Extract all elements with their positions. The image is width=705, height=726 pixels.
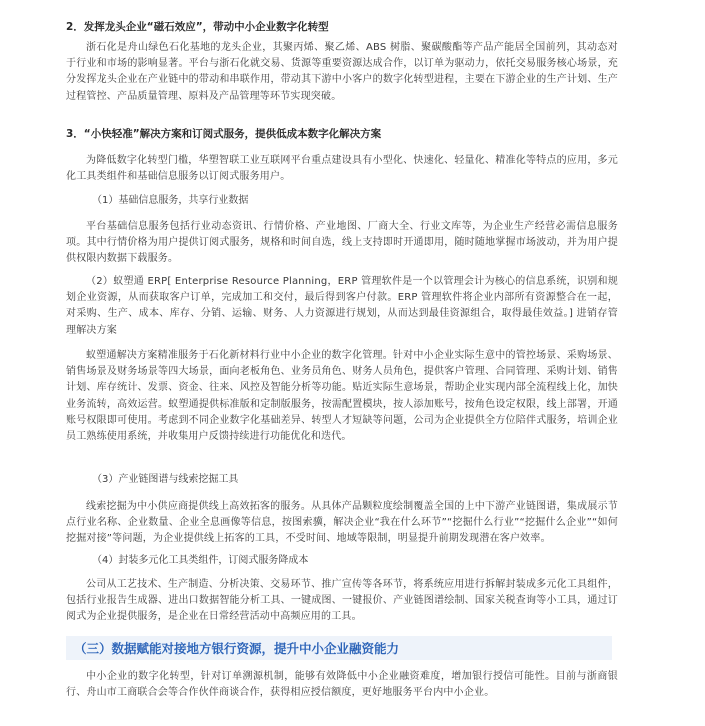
heading-2: 2．发挥龙头企业“磁石效应”，带动中小企业数字化转型 [66, 21, 329, 33]
paragraph-low-cost-solutions: 为降低数字化转型门槛，华塑智联工业互联网平台重点建设具有小型化、快速化、轻量化、精准化等特点的应用，多元化工具类组件和基础信息服务以订阅式服务用户。 [66, 155, 618, 183]
paragraph-erp-solution: （2）蚁塑通 ERP[ Enterprise Resource Planning，ERP 管理软件是一个以管理会计为核心的信息系统，识别和规划企业资源，从而获取客户订单，完成加工和交付，最后得到客户付款。ERP 管理软件将企业内部所有资源整合在一起，对采购、生产、成本、库存、分销、运输、财务、人力资源进行规划，从而达到最佳资源组合，取得最佳效益。] 进销存管理解决方案 [66, 276, 618, 336]
paragraph-basic-info-service: 平台基础信息服务包括行业动态资讯、行情价格、产业地图、厂商大全、行业文库等，为企业生产经营必需信息服务项。其中行情价格为用户提供订阅式服务，规格和时间自选，线上支持即时开通即用，随时随地掌握市场波动，并为用户提供权限内数据下载服务。 [66, 221, 618, 265]
section-title: （三）数据赋能对接地方银行资源，提升中小企业融资能力 [74, 641, 400, 656]
paragraph-industry-chain-tool: 线索挖掘为中小供应商提供线上高效拓客的服务。从具体产品颗粒度绘制覆盖全国的上中下游产业链图谱，集成展示节点行业名称、企业数量、企业全息画像等信息，按图索骥，解决企业“我在什么环节”“挖掘什么行业”“挖掘什么企业”“如何挖掘对接”等问题，为企业提供线上拓客的工具，不受时间、地域等限制，明显提升前期发现潜在客户效率。 [66, 501, 618, 545]
paragraph-bank-financing: 中小企业的数字化转型，针对订单溯源机制，能够有效降低中小企业融资难度，增加银行授信可能性。目前与浙商银行、舟山市工商联合会等合作伙伴商谈合作，获得相应授信额度，更好地服务平台内中小企业。 [66, 671, 618, 699]
subheading-industry-chain-tool: （3）产业链图谱与线索挖掘工具 [92, 474, 239, 485]
subheading-basic-info-service: （1）基础信息服务，共享行业数据 [92, 195, 249, 206]
paragraph-tool-components: 公司从工艺技术、生产制造、分析决策、交易环节、推广宣传等各环节，将系统应用进行拆解封装成多元化工具组件，包括行业报告生成器、进出口数据智能分析工具、一键成图、一键报价、产业链图谱绘制、国家关税查询等小工具，通过订阅式为企业提供服务，是企业在日常经营活动中高频应用的工具。 [66, 579, 618, 623]
subheading-tool-components: （4）封装多元化工具类组件，订阅式服务降成本 [92, 555, 309, 566]
paragraph-leading-enterprise: 浙石化是舟山绿色石化基地的龙头企业，其聚丙烯、聚乙烯、ABS 树脂、聚碳酸酯等产品产能居全国前列，其动态对于行业和市场的影响显著。平台与浙石化就交易、货源等重要资源达成合作，以订单为驱动力，依托交易服务核心场景，充分发挥龙头企业在产业链中的带动和串联作用，带动其下游中小客户的数字化转型进程，主要在下游企业的生产计划、生产过程管控、产品质量管理、原料及产品管理等环节实现突破。 [66, 42, 618, 102]
heading-3: 3．“小快轻准”解决方案和订阅式服务，提供低成本数字化解决方案 [66, 128, 382, 140]
paragraph-erp-details: 蚁塑通解决方案精准服务于石化新材料行业中小企业的数字化管理。针对中小企业实际生意中的管控场景、采购场景、销售场景及财务场景等四大场景，面向老板角色、业务员角色、财务人员角色，提供客户管理、合同管理、采购计划、销售计划、库存统计、发票、资金、往来、风控及智能分析等功能。贴近实际生意场景，帮助企业实现内部全流程线上化，加快业务流转，高效运营。蚁塑通提供标准版和定制版服务，按需配置模块，按人添加账号，按角色设定权限，线上部署，开通账号权限即可使用。考虑到不同企业数字化基础差异、转型人才短缺等问题，公司为企业提供全方位陪伴式服务，培训企业员工熟练使用系统，并收集用户反馈持续进行功能优化和迭代。 [66, 350, 618, 443]
